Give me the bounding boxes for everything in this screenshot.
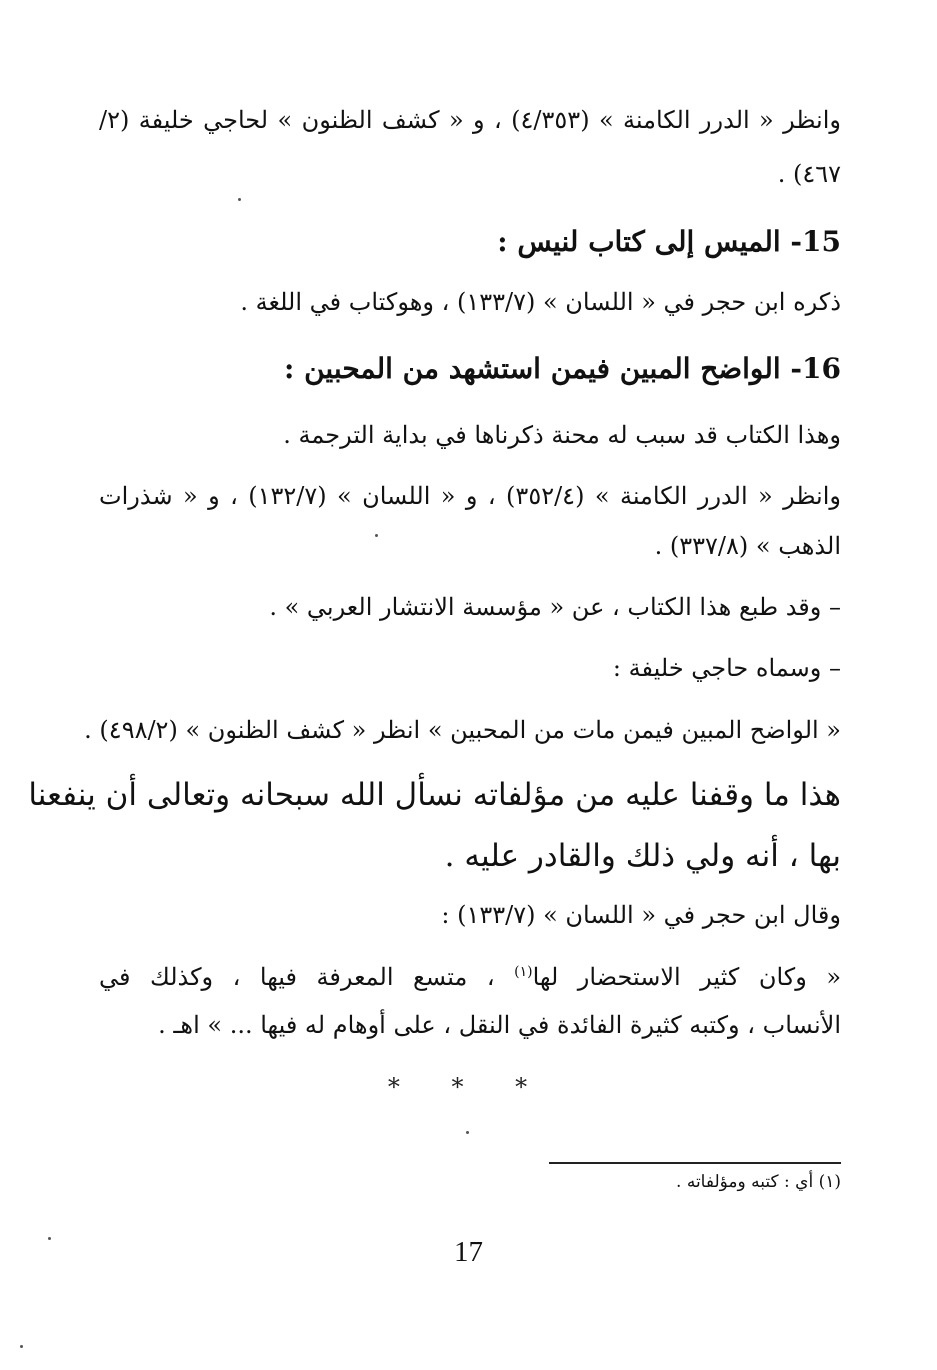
section-heading-15: 15- الميس إلى كتاب لنيس :	[497, 225, 841, 258]
closing-line-1: هذا ما وقفنا عليه من مؤلفاته نسأل الله سبحانه وتعالى أن ينفعنا	[28, 777, 841, 813]
section-separator: * * *	[387, 1073, 550, 1101]
text-line-4: وهذا الكتاب قد سبب له محنة ذكرناها في بداية الترجمة .	[283, 421, 841, 449]
text-line-3: ذكره ابن حجر في « اللسان » (١٣٣/٧) ، وهوكتاب في اللغة .	[240, 288, 841, 316]
footnote-divider	[549, 1162, 841, 1164]
text-line-5: وانظر « الدرر الكامنة » (٣٥٢/٤) ، و « اللسان » (١٣٢/٧) ، و « شذرات	[99, 482, 841, 510]
scan-speck	[466, 1131, 469, 1134]
text-line-1: وانظر « الدرر الكامنة » (٤/٣٥٣) ، و « كشف الظنون » لحاجي خليفة (٢/	[99, 106, 841, 134]
footnote-text: (١) أي : كتبه ومؤلفاته .	[676, 1172, 841, 1192]
quote-part-b: ، متسع المعرفة فيها ، وكذلك في	[99, 963, 495, 991]
text-line-2: ٤٦٧) .	[777, 160, 841, 188]
text-line-8: – وسماه حاجي خليفة :	[612, 654, 841, 682]
scan-speck	[238, 198, 241, 201]
scan-speck	[20, 1345, 23, 1348]
quote-line-1	[99, 960, 841, 994]
text-line-9: « الواضح المبين فيمن مات من المحبين » انظر « كشف الظنون » (٤٩٨/٢) .	[84, 716, 841, 744]
text-line-10: وقال ابن حجر في « اللسان » (١٣٣/٧) :	[441, 901, 841, 929]
footnote-marker: (١)	[514, 964, 533, 980]
text-line-6: الذهب » (٣٣٧/٨) .	[654, 532, 841, 560]
quote-part-a: « وكان كثير الاستحضار لها	[532, 963, 841, 991]
page-number: 17	[454, 1236, 483, 1268]
scan-speck	[375, 534, 378, 537]
closing-line-2: بها ، أنه ولي ذلك والقادر عليه .	[444, 838, 841, 874]
text-line-7: – وقد طبع هذا الكتاب ، عن « مؤسسة الانتشار العربي » .	[269, 593, 841, 621]
quote-line-2: الأنساب ، وكتبه كثيرة الفائدة في النقل ، على أوهام له فيها ... » اهـ .	[158, 1011, 841, 1039]
section-heading-16: 16- الواضح المبين فيمن استشهد من المحبين :	[284, 352, 841, 385]
scan-speck	[48, 1237, 51, 1240]
